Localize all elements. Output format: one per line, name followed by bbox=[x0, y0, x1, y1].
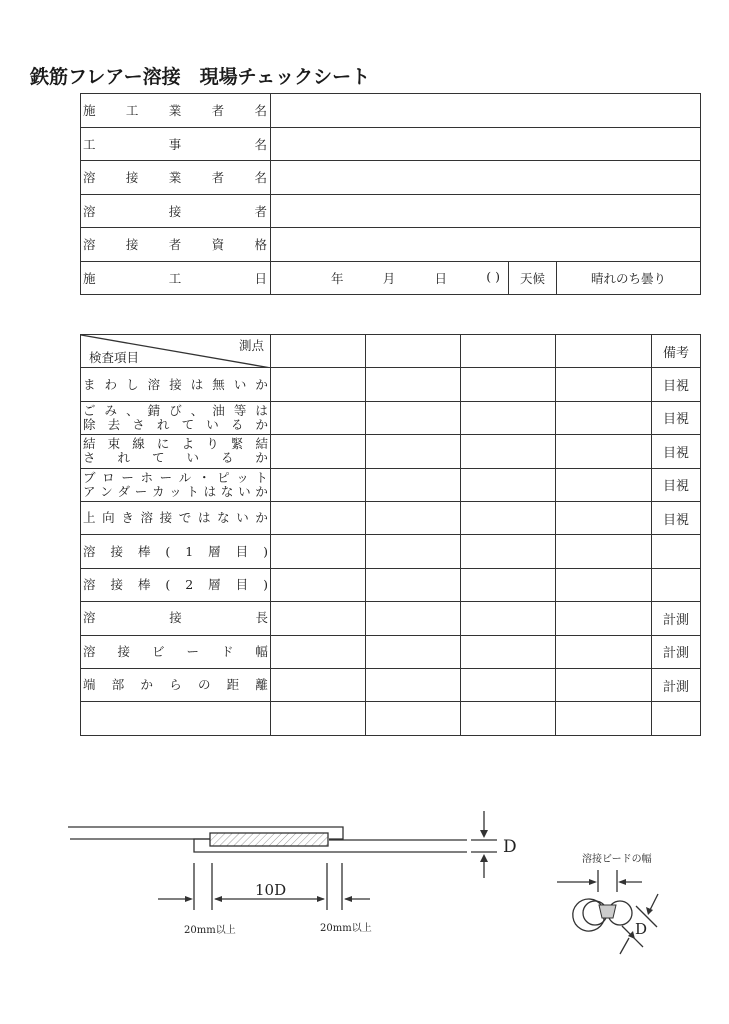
inspection-item-cell bbox=[81, 702, 271, 735]
check-result-cell[interactable] bbox=[271, 535, 366, 568]
item-char: 幅 bbox=[255, 643, 268, 659]
check-result-cell[interactable] bbox=[366, 602, 461, 635]
weather-value-field[interactable]: 晴れのち曇り bbox=[557, 261, 701, 295]
label-char: 工 bbox=[83, 136, 96, 152]
item-char: 油 bbox=[212, 402, 225, 418]
info-row bbox=[81, 228, 701, 262]
info-value-field[interactable] bbox=[271, 228, 701, 262]
item-char: ル bbox=[178, 469, 192, 485]
item-char: し bbox=[126, 376, 139, 392]
check-row bbox=[81, 401, 701, 434]
item-char: ー bbox=[134, 483, 148, 499]
inspection-item-cell bbox=[81, 401, 271, 434]
info-label-cell bbox=[81, 228, 271, 262]
check-result-cell[interactable] bbox=[556, 468, 652, 501]
remark-cell bbox=[652, 702, 701, 735]
measure-point-cell[interactable] bbox=[366, 335, 461, 368]
measure-point-header: 測点 bbox=[238, 338, 264, 353]
check-result-cell[interactable] bbox=[271, 468, 366, 501]
item-char: い bbox=[233, 376, 247, 392]
bead-width-label: 溶接ビードの幅 bbox=[582, 854, 652, 865]
check-result-cell[interactable] bbox=[461, 702, 556, 735]
check-row bbox=[81, 568, 701, 601]
check-result-cell[interactable] bbox=[556, 668, 652, 701]
item-char: い bbox=[238, 483, 251, 499]
inspection-item-line bbox=[81, 404, 270, 418]
item-char: い bbox=[206, 416, 219, 432]
item-char: ト bbox=[186, 483, 199, 499]
info-value-field[interactable] bbox=[271, 161, 701, 195]
item-char: れ bbox=[117, 450, 130, 466]
check-row bbox=[81, 435, 701, 468]
label-char: 工 bbox=[168, 270, 182, 286]
section-diagram bbox=[540, 830, 680, 970]
info-label-cell bbox=[81, 94, 271, 128]
remarks-header: 備考 bbox=[652, 335, 701, 368]
inspection-item-line bbox=[81, 575, 270, 595]
check-row bbox=[81, 535, 701, 568]
item-char: 目 bbox=[235, 576, 249, 592]
item-char: き bbox=[121, 510, 134, 526]
item-char: ( bbox=[165, 576, 171, 592]
item-char: ッ bbox=[236, 469, 249, 485]
item-char: 棒 bbox=[137, 576, 151, 592]
check-result-cell[interactable] bbox=[556, 435, 652, 468]
label-char: 溶 bbox=[83, 170, 96, 186]
item-char: ブ bbox=[83, 469, 96, 485]
remark-cell bbox=[652, 535, 701, 568]
label-char: 名 bbox=[254, 170, 267, 186]
inspection-item-line bbox=[81, 437, 270, 451]
check-result-cell[interactable] bbox=[366, 535, 461, 568]
inspection-item-line bbox=[81, 508, 270, 528]
item-char: い bbox=[236, 510, 249, 526]
item-char: は bbox=[197, 510, 211, 526]
remark-cell: 計測 bbox=[652, 668, 701, 701]
check-result-cell[interactable] bbox=[271, 602, 366, 635]
info-value-field[interactable] bbox=[271, 127, 701, 161]
label-char: 工 bbox=[125, 103, 139, 119]
inspection-item-line bbox=[81, 608, 270, 628]
check-result-cell[interactable] bbox=[366, 401, 461, 434]
item-char: は bbox=[190, 376, 204, 392]
item-char: い bbox=[186, 450, 199, 466]
check-result-cell[interactable] bbox=[366, 668, 461, 701]
remark-cell: 計測 bbox=[652, 635, 701, 668]
label-char: 格 bbox=[254, 237, 267, 253]
item-char: ご bbox=[83, 402, 96, 418]
check-result-cell[interactable] bbox=[271, 501, 366, 534]
label-char: 名 bbox=[254, 103, 267, 119]
check-result-cell[interactable] bbox=[366, 435, 461, 468]
remark-cell: 目視 bbox=[652, 501, 701, 534]
check-row bbox=[81, 368, 701, 401]
info-label bbox=[81, 235, 270, 253]
item-char: 溶 bbox=[147, 376, 161, 392]
check-result-cell[interactable] bbox=[556, 368, 652, 401]
item-char: ッ bbox=[169, 483, 182, 499]
weather-label: 天候 bbox=[509, 261, 557, 295]
inspection-item-cell bbox=[81, 602, 271, 635]
check-result-cell[interactable] bbox=[366, 368, 461, 401]
label-char: 者 bbox=[168, 237, 182, 253]
check-result-cell[interactable] bbox=[366, 468, 461, 501]
item-char: ー bbox=[121, 469, 134, 485]
check-result-cell[interactable] bbox=[271, 568, 366, 601]
item-char: 、 bbox=[126, 402, 139, 418]
item-char: 溶 bbox=[140, 510, 153, 526]
check-row bbox=[81, 702, 701, 735]
item-char: 除 bbox=[83, 416, 96, 432]
date-year-label: 年 bbox=[331, 270, 344, 286]
item-char: ホ bbox=[140, 469, 153, 485]
item-char: 長 bbox=[255, 610, 268, 626]
check-result-cell[interactable] bbox=[461, 435, 556, 468]
info-row bbox=[81, 261, 701, 295]
item-char: 端 bbox=[83, 677, 96, 693]
weld-bead-section bbox=[599, 905, 616, 918]
label-char: 施 bbox=[83, 103, 96, 119]
item-char: 無 bbox=[212, 376, 225, 392]
item-char: か bbox=[255, 510, 268, 526]
check-row bbox=[81, 635, 701, 668]
item-char: 1 bbox=[185, 543, 194, 559]
info-label bbox=[81, 202, 270, 220]
label-char: 業 bbox=[168, 103, 182, 119]
item-char: 束 bbox=[107, 436, 121, 452]
item-char: ー bbox=[186, 643, 199, 659]
right-end-distance-label: 20mm以上 bbox=[320, 923, 372, 934]
section-diameter-label: D bbox=[635, 920, 648, 938]
item-char: 溶 bbox=[83, 543, 96, 559]
item-char: よ bbox=[181, 436, 195, 452]
label-char: 溶 bbox=[83, 203, 96, 219]
diagonal-header-cell bbox=[81, 335, 271, 368]
label-char: 名 bbox=[254, 136, 267, 152]
info-label bbox=[81, 135, 270, 153]
item-char: ) bbox=[263, 543, 268, 559]
date-field[interactable] bbox=[271, 261, 509, 295]
item-char: か bbox=[255, 416, 268, 432]
item-char: 上 bbox=[83, 510, 96, 526]
item-char: 層 bbox=[208, 543, 221, 559]
item-char: 、 bbox=[190, 402, 204, 418]
item-char: ・ bbox=[197, 469, 211, 485]
check-result-cell[interactable] bbox=[461, 568, 556, 601]
weld-bead bbox=[210, 833, 328, 846]
info-label-cell bbox=[81, 127, 271, 161]
check-result-cell[interactable] bbox=[556, 401, 652, 434]
item-char: カ bbox=[151, 483, 165, 499]
date-paren-label: ( ) bbox=[486, 268, 500, 284]
diameter-label: D bbox=[503, 837, 517, 857]
inspection-item-line bbox=[81, 642, 270, 662]
lap-weld-diagram bbox=[60, 800, 540, 950]
item-char: な bbox=[217, 510, 230, 526]
label-char: 接 bbox=[125, 170, 139, 186]
item-char: り bbox=[206, 436, 219, 452]
item-char: か bbox=[255, 376, 268, 392]
check-row bbox=[81, 501, 701, 534]
check-result-cell[interactable] bbox=[461, 535, 556, 568]
item-char: る bbox=[220, 450, 234, 466]
info-value-field[interactable] bbox=[271, 194, 701, 228]
item-char: ー bbox=[159, 469, 173, 485]
inspection-item-line bbox=[81, 418, 270, 432]
item-char: る bbox=[230, 416, 244, 432]
info-label bbox=[81, 269, 270, 287]
inspection-item-cell bbox=[81, 501, 271, 534]
check-result-cell[interactable] bbox=[366, 702, 461, 735]
check-result-cell[interactable] bbox=[271, 435, 366, 468]
check-row bbox=[81, 602, 701, 635]
item-char: ア bbox=[83, 483, 96, 499]
check-result-cell[interactable] bbox=[461, 668, 556, 701]
item-char: て bbox=[151, 450, 165, 466]
inspection-item-cell bbox=[81, 435, 271, 468]
remark-cell: 目視 bbox=[652, 468, 701, 501]
item-char: ピ bbox=[217, 469, 230, 485]
label-char: 溶 bbox=[83, 237, 96, 253]
inspection-item-cell bbox=[81, 368, 271, 401]
item-char: 溶 bbox=[83, 643, 96, 659]
remark-cell: 目視 bbox=[652, 435, 701, 468]
item-char: ら bbox=[169, 677, 182, 693]
label-char: 接 bbox=[125, 237, 139, 253]
weld-length-label: 10D bbox=[255, 881, 287, 899]
item-char: 接 bbox=[159, 510, 173, 526]
check-result-cell[interactable] bbox=[461, 602, 556, 635]
item-char: ビ bbox=[151, 643, 165, 659]
label-char: 業 bbox=[168, 170, 182, 186]
inspection-item-line bbox=[81, 542, 270, 562]
item-char: 接 bbox=[169, 376, 182, 392]
item-char: 層 bbox=[208, 576, 221, 592]
item-char: 錆 bbox=[147, 402, 161, 418]
left-end-distance-label: 20mm以上 bbox=[184, 925, 236, 936]
inspection-item-line bbox=[81, 471, 270, 485]
info-row bbox=[81, 161, 701, 195]
item-char: さ bbox=[132, 416, 145, 432]
item-char: さ bbox=[83, 450, 96, 466]
measure-point-cell[interactable] bbox=[556, 335, 652, 368]
item-char: 去 bbox=[107, 416, 121, 432]
label-char: 者 bbox=[211, 170, 225, 186]
info-label-cell bbox=[81, 194, 271, 228]
check-result-cell[interactable] bbox=[556, 501, 652, 534]
info-row bbox=[81, 127, 701, 161]
item-char: て bbox=[181, 416, 195, 432]
item-char: ロ bbox=[102, 469, 115, 485]
check-result-cell[interactable] bbox=[556, 635, 652, 668]
item-char: ダ bbox=[117, 483, 130, 499]
item-char: 溶 bbox=[83, 610, 96, 626]
item-char: 接 bbox=[117, 643, 130, 659]
inspection-item-cell bbox=[81, 468, 271, 501]
item-char: 棒 bbox=[137, 543, 151, 559]
check-result-cell[interactable] bbox=[271, 368, 366, 401]
remark-cell: 目視 bbox=[652, 368, 701, 401]
check-result-cell[interactable] bbox=[461, 468, 556, 501]
check-result-cell[interactable] bbox=[271, 401, 366, 434]
item-char: 向 bbox=[102, 510, 115, 526]
label-char: 施 bbox=[83, 270, 96, 286]
check-result-cell[interactable] bbox=[366, 635, 461, 668]
date-day-label: 日 bbox=[434, 270, 448, 286]
item-char: か bbox=[255, 483, 268, 499]
measure-point-cell[interactable] bbox=[461, 335, 556, 368]
item-char: ( bbox=[165, 543, 171, 559]
item-char: 部 bbox=[111, 677, 125, 693]
check-result-cell[interactable] bbox=[556, 568, 652, 601]
item-char: 溶 bbox=[83, 576, 96, 592]
item-char: ) bbox=[263, 576, 268, 592]
item-char: 距 bbox=[226, 677, 240, 693]
info-value-field[interactable] bbox=[271, 94, 701, 128]
inspection-item-cell bbox=[81, 568, 271, 601]
check-result-cell[interactable] bbox=[271, 635, 366, 668]
inspection-item-cell bbox=[81, 535, 271, 568]
inspection-item-line bbox=[81, 675, 270, 695]
item-char: 目 bbox=[235, 543, 249, 559]
item-char: 結 bbox=[255, 436, 268, 452]
item-char: わ bbox=[104, 376, 118, 392]
inspection-item-line bbox=[81, 451, 270, 465]
check-result-cell[interactable] bbox=[461, 635, 556, 668]
item-char: 接 bbox=[169, 610, 182, 626]
item-char: に bbox=[156, 436, 170, 452]
bar-left bbox=[573, 899, 604, 931]
info-label bbox=[81, 168, 270, 186]
inspection-item-line bbox=[81, 485, 270, 499]
inspection-item-header: 検査項目 bbox=[89, 350, 140, 366]
item-char: 接 bbox=[110, 543, 123, 559]
check-result-cell[interactable] bbox=[556, 702, 652, 735]
info-table bbox=[80, 93, 701, 295]
check-table bbox=[80, 334, 701, 736]
check-result-cell[interactable] bbox=[556, 602, 652, 635]
inspection-item-cell bbox=[81, 635, 271, 668]
item-char: は bbox=[203, 483, 217, 499]
item-char: ま bbox=[83, 376, 96, 392]
check-result-cell[interactable] bbox=[461, 401, 556, 434]
inspection-item-line bbox=[81, 375, 270, 395]
info-label-cell bbox=[81, 261, 271, 295]
item-char: か bbox=[255, 450, 268, 466]
label-char: 接 bbox=[168, 203, 182, 219]
item-char: の bbox=[197, 677, 211, 693]
check-header-row bbox=[81, 335, 701, 368]
item-char: 緊 bbox=[230, 436, 244, 452]
item-char: 線 bbox=[132, 436, 145, 452]
item-char: 結 bbox=[83, 436, 96, 452]
check-row bbox=[81, 668, 701, 701]
remark-cell bbox=[652, 568, 701, 601]
label-char: 事 bbox=[168, 136, 182, 152]
date-month-label: 月 bbox=[382, 270, 396, 286]
remark-cell: 目視 bbox=[652, 401, 701, 434]
check-result-cell[interactable] bbox=[271, 702, 366, 735]
label-char: 日 bbox=[254, 270, 267, 286]
info-label bbox=[81, 101, 270, 119]
measure-point-cell[interactable] bbox=[271, 335, 366, 368]
item-char: 2 bbox=[185, 576, 194, 592]
item-char: び bbox=[169, 402, 182, 418]
item-char: は bbox=[255, 402, 268, 418]
item-char: 離 bbox=[255, 677, 268, 693]
item-char: ト bbox=[255, 469, 268, 485]
remark-cell: 計測 bbox=[652, 602, 701, 635]
check-result-cell[interactable] bbox=[461, 501, 556, 534]
item-char: か bbox=[140, 677, 153, 693]
label-char: 者 bbox=[211, 103, 225, 119]
info-row bbox=[81, 94, 701, 128]
check-result-cell[interactable] bbox=[366, 501, 461, 534]
item-char: れ bbox=[156, 416, 170, 432]
item-char: な bbox=[220, 483, 234, 499]
page-title: 鉄筋フレアー溶接 現場チェックシート bbox=[30, 66, 371, 88]
item-char: で bbox=[178, 510, 192, 526]
check-result-cell[interactable] bbox=[461, 368, 556, 401]
check-result-cell[interactable] bbox=[271, 668, 366, 701]
item-char: 等 bbox=[233, 402, 247, 418]
item-char: み bbox=[104, 402, 118, 418]
item-char: ン bbox=[100, 483, 113, 499]
inspection-item-cell bbox=[81, 668, 271, 701]
info-row bbox=[81, 194, 701, 228]
info-label-cell bbox=[81, 161, 271, 195]
check-result-cell[interactable] bbox=[556, 535, 652, 568]
item-char: ド bbox=[220, 643, 234, 659]
check-row bbox=[81, 468, 701, 501]
label-char: 資 bbox=[211, 237, 225, 253]
item-char: 接 bbox=[110, 576, 123, 592]
label-char: 者 bbox=[254, 203, 267, 219]
check-result-cell[interactable] bbox=[366, 568, 461, 601]
